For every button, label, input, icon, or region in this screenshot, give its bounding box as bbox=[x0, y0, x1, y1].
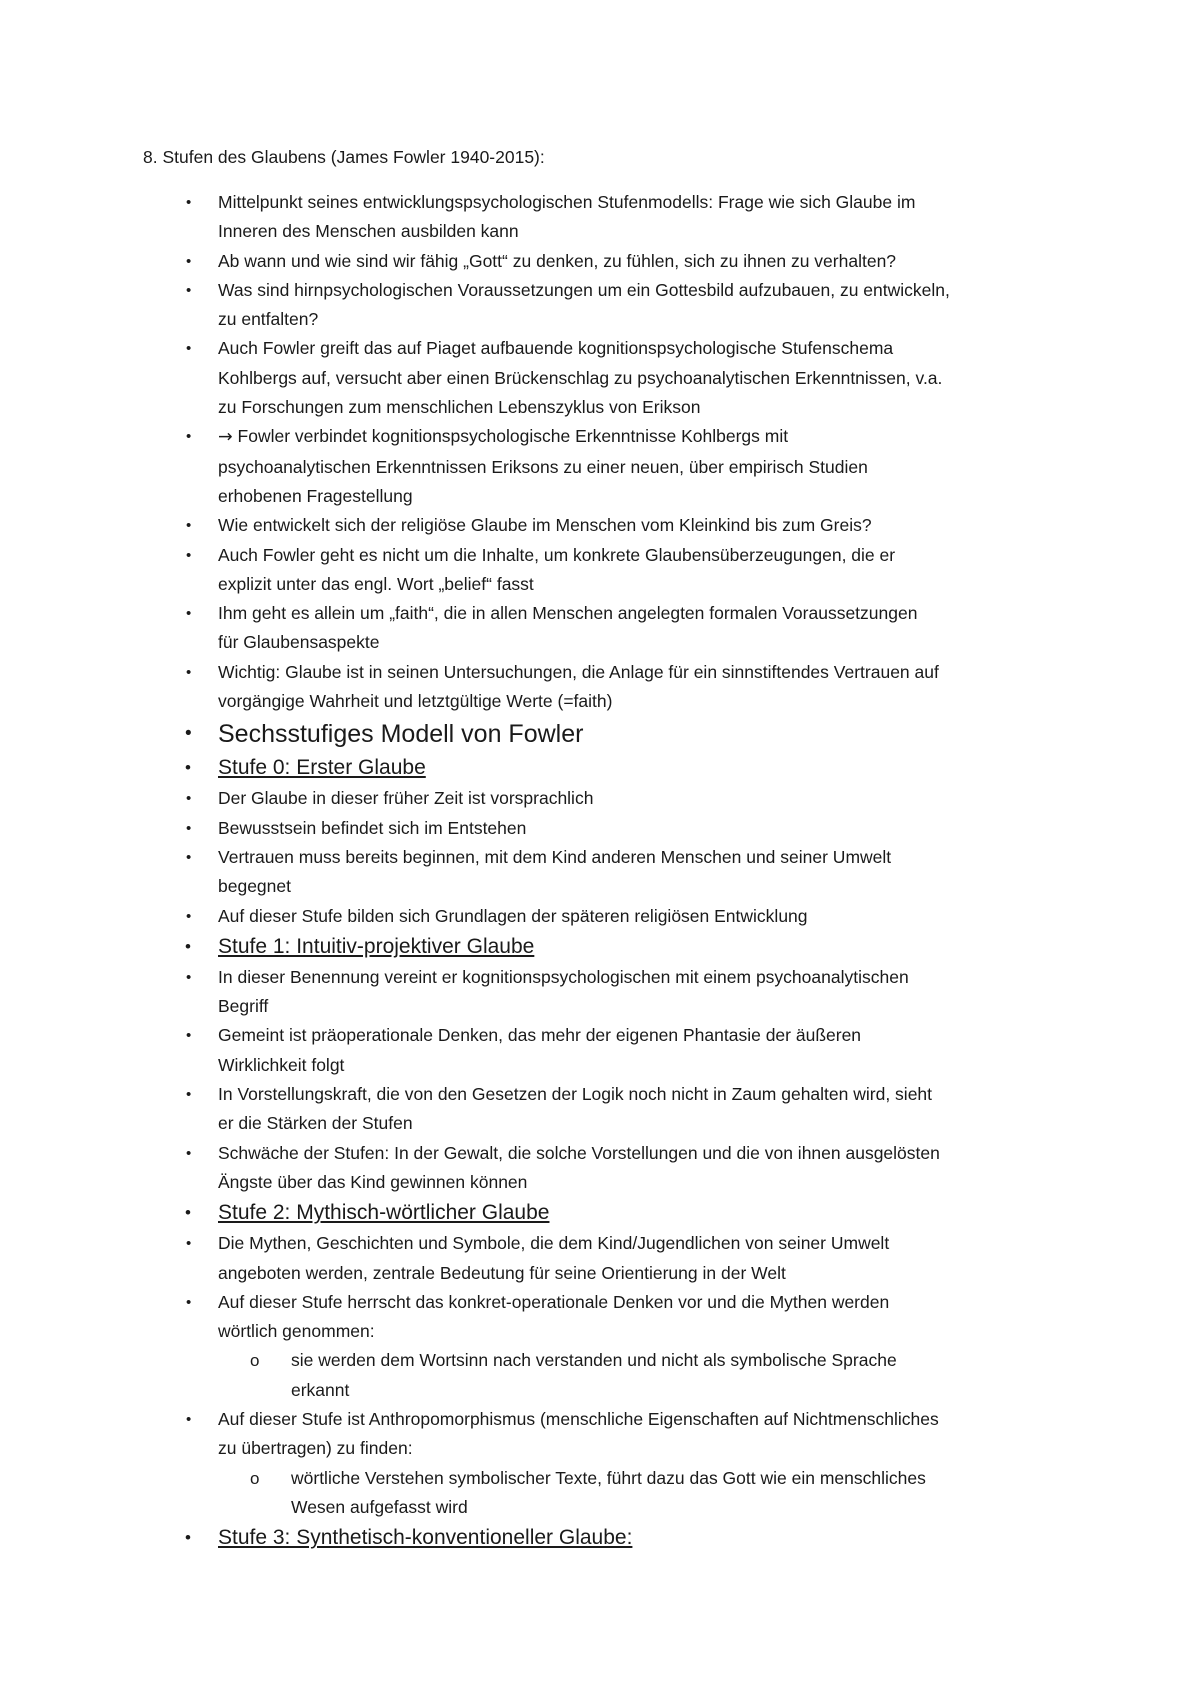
list-item-text bbox=[291, 1464, 1140, 1523]
list-item-text bbox=[218, 716, 1140, 752]
text-line: Auf dieser Stufe bilden sich Grundlagen der späteren religiösen Entwicklung bbox=[218, 905, 808, 926]
list-item bbox=[0, 963, 1200, 1022]
list-item-text bbox=[218, 902, 1140, 931]
list-item bbox=[0, 843, 1200, 902]
text-line: Wesen aufgefasst wird bbox=[291, 1496, 468, 1517]
text-line: Auf dieser Stufe herrscht das konkret-operationale Denken vor und die Mythen werden bbox=[218, 1291, 890, 1312]
text-line: Inneren des Menschen ausbilden kann bbox=[218, 221, 519, 242]
bullet-icon: • bbox=[185, 723, 192, 745]
list-item-text bbox=[218, 752, 1140, 784]
text-line: Stufe 2: Mythisch-wörtlicher Glaube bbox=[218, 1201, 550, 1225]
list-item-text bbox=[218, 1522, 1140, 1554]
text-line: Wie entwickelt sich der religiöse Glaube im Menschen vom Kleinkind bis zum Greis? bbox=[218, 515, 872, 536]
text-line: für Glaubensaspekte bbox=[218, 632, 380, 653]
list-item bbox=[0, 276, 1200, 335]
bullet-icon: • bbox=[186, 428, 192, 446]
bullet-icon: • bbox=[186, 1410, 192, 1428]
text-line: zu Forschungen zum menschlichen Lebenszyklus von Erikson bbox=[218, 397, 701, 418]
right-arrow-icon: → bbox=[218, 427, 233, 448]
text-line: begegnet bbox=[218, 876, 291, 897]
text-line: Begriff bbox=[218, 996, 269, 1017]
list-item-text bbox=[218, 599, 1140, 658]
stage-heading-item bbox=[0, 1522, 1200, 1554]
text-line: Auch Fowler geht es nicht um die Inhalte, um konkrete Glaubensüberzeugungen, die er bbox=[218, 544, 896, 565]
stage-heading-item bbox=[0, 931, 1200, 963]
list-item bbox=[0, 1405, 1200, 1464]
bullet-list bbox=[0, 188, 1200, 1554]
bullet-icon: • bbox=[186, 790, 192, 808]
list-item-text bbox=[218, 1288, 1140, 1347]
list-item-text bbox=[218, 1080, 1140, 1139]
stage-heading-item bbox=[0, 752, 1200, 784]
bullet-icon: • bbox=[186, 968, 192, 986]
list-item-text bbox=[218, 658, 1140, 717]
text-line: Schwäche der Stufen: In der Gewalt, die solche Vorstellungen und die von ihnen ausgelösten bbox=[218, 1142, 940, 1163]
text-line: angeboten werden, zentrale Bedeutung für seine Orientierung in der Welt bbox=[218, 1262, 786, 1283]
list-item-text bbox=[218, 1229, 1140, 1288]
list-item-text bbox=[218, 1405, 1140, 1464]
list-item bbox=[0, 1021, 1200, 1080]
text-line: Bewusstsein befindet sich im Entstehen bbox=[218, 817, 527, 838]
bullet-icon: • bbox=[186, 1086, 192, 1104]
list-item-text bbox=[218, 1197, 1140, 1229]
list-item-text bbox=[218, 963, 1140, 1022]
text-line: Gemeint ist präoperationale Denken, das mehr der eigenen Phantasie der äußeren bbox=[218, 1025, 862, 1046]
list-item bbox=[0, 1139, 1200, 1198]
list-item-text bbox=[218, 784, 1140, 813]
list-item-text bbox=[218, 931, 1140, 963]
list-item-text bbox=[218, 1021, 1140, 1080]
text-line: Stufe 0: Erster Glaube bbox=[218, 756, 426, 780]
text-line: In dieser Benennung vereint er kognitionspsychologischen mit einem psychoanalytischen bbox=[218, 966, 909, 987]
text-line: Die Mythen, Geschichten und Symbole, die dem Kind/Jugendlichen von seiner Umwelt bbox=[218, 1233, 890, 1254]
list-item bbox=[0, 784, 1200, 813]
bullet-icon: • bbox=[186, 907, 192, 925]
bullet-icon: • bbox=[185, 1528, 191, 1548]
list-item-text bbox=[218, 334, 1140, 422]
text-line: Mittelpunkt seines entwicklungspsychologischen Stufenmodells: Frage wie sich Glaube im bbox=[218, 192, 916, 212]
list-item bbox=[0, 814, 1200, 843]
list-item bbox=[0, 541, 1200, 600]
bullet-icon: • bbox=[186, 1144, 192, 1162]
list-item-text bbox=[218, 814, 1140, 843]
text-line: erhobenen Fragestellung bbox=[218, 485, 413, 506]
list-item bbox=[0, 511, 1200, 540]
list-item bbox=[0, 1229, 1200, 1288]
list-item-text bbox=[218, 843, 1140, 902]
section-heading: 8. Stufen des Glaubens (James Fowler 1940-2015): bbox=[143, 147, 545, 167]
list-item bbox=[0, 1288, 1200, 1347]
text-line: zu übertragen) zu finden: bbox=[218, 1438, 413, 1459]
bullet-icon: • bbox=[186, 605, 192, 623]
text-line: vorgängige Wahrheit und letztgültige Werte (=faith) bbox=[218, 691, 613, 712]
text-line: wörtlich genommen: bbox=[218, 1321, 375, 1342]
list-item bbox=[0, 422, 1200, 511]
list-item-text bbox=[291, 1346, 1140, 1405]
text-line: Stufe 1: Intuitiv-projektiver Glaube bbox=[218, 934, 535, 958]
bullet-icon: • bbox=[186, 1235, 192, 1253]
list-item bbox=[0, 247, 1200, 276]
text-line: Stufe 3: Synthetisch-konventioneller Glaube: bbox=[218, 1526, 633, 1550]
bullet-icon: • bbox=[186, 1293, 192, 1311]
text-line: zu entfalten? bbox=[218, 309, 319, 330]
bullet-icon: • bbox=[186, 1027, 192, 1045]
text-line: Ihm geht es allein um „faith“, die in allen Menschen angelegten formalen Voraussetzungen bbox=[218, 603, 918, 624]
bullet-icon: • bbox=[186, 819, 192, 837]
bullet-icon: • bbox=[186, 281, 192, 299]
list-item-text bbox=[218, 188, 1140, 247]
bullet-icon: • bbox=[186, 546, 192, 564]
text-line: Auch Fowler greift das auf Piaget aufbauende kognitionspsychologische Stufenschema bbox=[218, 338, 894, 359]
bullet-icon: • bbox=[185, 758, 191, 778]
text-line: psychoanalytischen Erkenntnissen Eriksons zu einer neuen, über empirisch Studien bbox=[218, 456, 868, 477]
text-line: Was sind hirnpsychologischen Voraussetzungen um ein Gottesbild aufzubauen, zu entwickeln, bbox=[218, 279, 950, 300]
bullet-icon: • bbox=[186, 517, 192, 535]
list-item-text bbox=[218, 1139, 1140, 1198]
circle-bullet-icon: o bbox=[250, 1468, 260, 1488]
text-line: erkannt bbox=[291, 1379, 350, 1400]
text-line: Kohlbergs auf, versucht aber einen Brückenschlag zu psychoanalytischen Erkenntnissen, v.a. bbox=[218, 367, 943, 388]
list-item-text bbox=[218, 422, 1140, 511]
text-line: Ab wann und wie sind wir fähig „Gott“ zu denken, zu fühlen, sich zu ihnen zu verhalten? bbox=[218, 250, 897, 271]
list-item-text bbox=[218, 511, 1140, 540]
sub-list-item bbox=[0, 1346, 1200, 1405]
circle-bullet-icon: o bbox=[250, 1351, 260, 1371]
list-item-text bbox=[218, 541, 1140, 600]
text-line: sie werden dem Wortsinn nach verstanden und nicht als symbolische Sprache bbox=[291, 1350, 897, 1371]
stage-heading-item bbox=[0, 1197, 1200, 1229]
list-item bbox=[0, 334, 1200, 422]
list-item-text bbox=[218, 247, 1140, 276]
list-item bbox=[0, 658, 1200, 717]
text-line bbox=[218, 422, 1140, 452]
text-line: explizit unter das engl. Wort „belief“ fasst bbox=[218, 573, 534, 594]
list-item bbox=[0, 1080, 1200, 1139]
text-line: Wichtig: Glaube ist in seinen Untersuchungen, die Anlage für ein sinnstiftendes Vertrauen auf bbox=[218, 661, 939, 682]
model-heading-item bbox=[0, 716, 1200, 752]
text-line: Vertrauen muss bereits beginnen, mit dem Kind anderen Menschen und seiner Umwelt bbox=[218, 846, 892, 867]
text-line: Ängste über das Kind gewinnen können bbox=[218, 1171, 528, 1192]
text-line: Auf dieser Stufe ist Anthropomorphismus (menschliche Eigenschaften auf Nichtmenschliches bbox=[218, 1408, 939, 1429]
list-item bbox=[0, 599, 1200, 658]
text-line: wörtliche Verstehen symbolischer Texte, führt dazu das Gott wie ein menschliches bbox=[291, 1467, 926, 1488]
bullet-icon: • bbox=[186, 194, 192, 211]
list-item bbox=[0, 188, 1200, 247]
bullet-icon: • bbox=[185, 936, 191, 956]
text-line: er die Stärken der Stufen bbox=[218, 1113, 413, 1134]
bullet-icon: • bbox=[186, 663, 192, 681]
list-item-text bbox=[218, 276, 1140, 335]
bullet-icon: • bbox=[185, 1203, 191, 1223]
text-line: In Vorstellungskraft, die von den Gesetzen der Logik noch nicht in Zaum gehalten wird, sieht bbox=[218, 1084, 933, 1105]
text-line-content: Fowler verbindet kognitionspsychologische Erkenntnisse Kohlbergs mit bbox=[232, 426, 789, 447]
bullet-icon: • bbox=[186, 340, 192, 358]
bullet-icon: • bbox=[186, 252, 192, 270]
text-line: Sechsstufiges Modell von Fowler bbox=[218, 720, 584, 749]
bullet-icon: • bbox=[186, 848, 192, 866]
list-item bbox=[0, 902, 1200, 931]
text-line: Der Glaube in dieser früher Zeit ist vorsprachlich bbox=[218, 788, 594, 809]
sub-list-item bbox=[0, 1464, 1200, 1523]
text-line: Wirklichkeit folgt bbox=[218, 1054, 345, 1075]
